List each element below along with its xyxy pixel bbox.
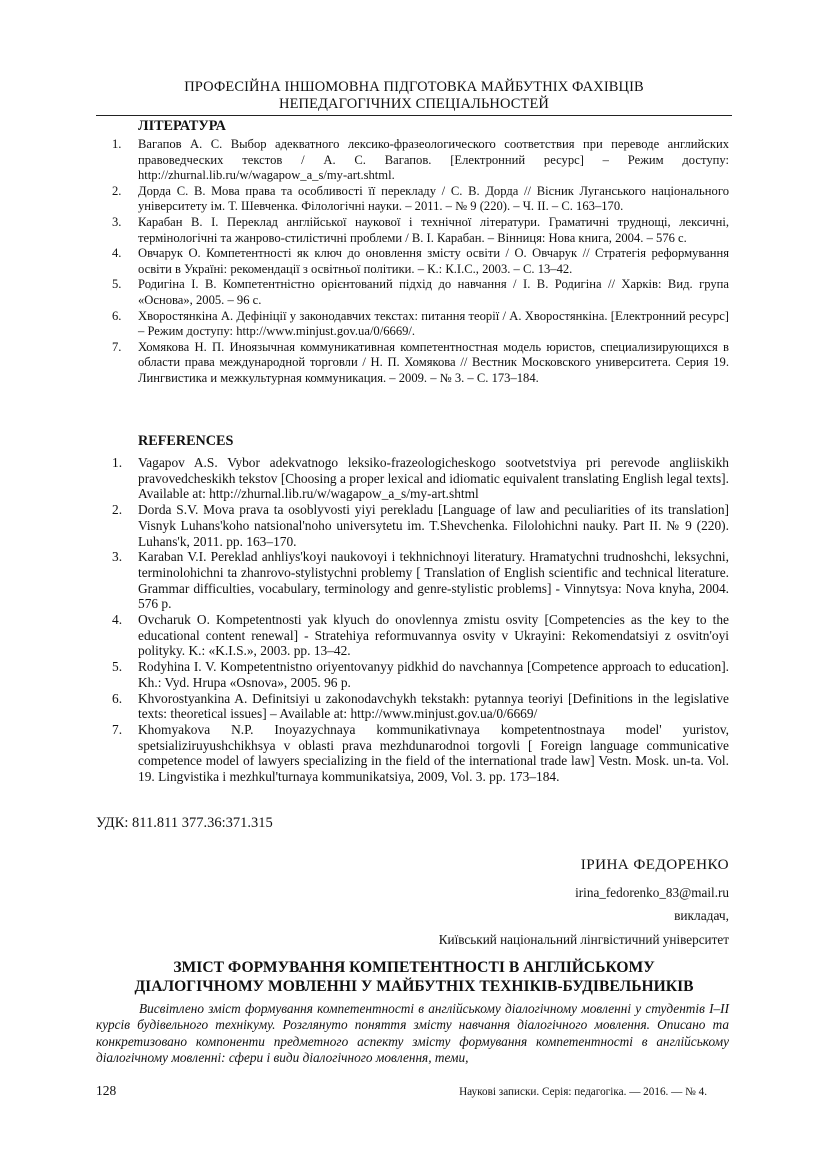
references-item [96,612,729,659]
references-item [96,722,729,785]
author-email: irina_fedorenko_83@mail.ru [575,885,729,900]
literature-item-text: Карабан В. І. Переклад англійської наукової і технічної літератури. Граматичні труднощі, лексичні, термінологічні та жанрово-стилістичні проблеми / В. І. Карабан. – Вінниця: Нова книга, 2004. – 576 с. [138,214,729,245]
article-abstract: Висвітлено зміст формування компетентності в англійському діалогічному мовленні у студентів I–II курсів будівельного технікуму. Розглянуто поняття змісту навчання діалогічного мовлення. Описано та конкретизовано компоненти предметного аспекту змісту формування компетентності в англійському діалогічному мовленні: сфери і види діалогічного мовлення, теми, [96,1001,729,1066]
references-item-text: Dorda S.V. Mova prava ta osoblyvosti yiyi perekladu [Language of law and peculiarities of its translation] Visnyk Luhans'koho natsional'noho universytetu im. T.Shevchenka. Filolohichni nauky. Part II. № 9 (220). Luhans'k, 2011. pp. 163–170. [138,502,729,549]
udk-code: УДК: 811.811 377.36:371.315 [96,815,273,831]
literature-item [96,246,729,277]
references-item [96,549,729,612]
references-item-text: Rodyhina I. V. Kompetentnistno oriyentovanyy pidkhid do navchannya [Competence approach to education]. Kh.: Vyd. Hrupa «Osnova», 2005. 96 p. [138,659,729,690]
author-role: викладач, [674,908,729,923]
literature-item-text: Овчарук О. Компетентності як ключ до оновлення змісту освіти / О. Овчарук // Стратегія реформування освіти в Україні: рекомендації з освітньої політики. – К.: К.І.С., 2003. – С. 13–42. [138,246,729,276]
references-item-number: 3. [112,549,123,565]
literature-item [96,137,729,184]
literature-item-text: Хомякова Н. П. Иноязычная коммуникативная компетентностная модель юристов, специализирующихся в области права международной торговли / Н. П. Хомякова // Вестник Московского университета. Серия 19. Лингвистика и межкультурная коммуникация. – 2009. – № 3. – С. 173–184. [138,339,729,385]
literature-item-number: 2. [112,183,122,198]
literature-item-text: Дорда С. В. Мова права та особливості її перекладу / С. В. Дорда // Вісник Луганського національного університету ім. Т. Шевченка. Філологічні науки. – 2011. – № 9 (220). – Ч. ІІ. – С. 163–170. [138,183,729,214]
references-item [96,502,729,549]
references-item-text: Vagapov A.S. Vybor adekvatnogo leksiko-frazeologicheskogo sootvetstviya pri perevode angliiskikh pravovedcheskikh tekstov [Choosing a proper lexical and idiomatic equivalent translating English legal texts]. Available at: http://zhurnal.lib.ru/w/wagapow_a_s/my-art.shtml [138,455,729,502]
literature-item [96,277,729,308]
author-name: ІРИНА ФЕДОРЕНКО [580,856,729,873]
author-affiliation: Київський національний лінгвістичний університет [438,932,729,947]
literature-item-number: 3. [112,214,122,229]
references-item [96,455,729,502]
references-item-number: 4. [112,612,123,628]
references-item-number: 7. [112,721,123,737]
literature-item-number: 1. [112,137,122,151]
literature-item-text: Хворостянкіна А. Дефініції у законодавчих текстах: питання теорії / А. Хворостянкіна. [Електронний ресурс] – Режим доступу: http://www.minjust.gov.ua/0/6669/. [138,308,729,339]
literature-item [96,215,729,246]
literature-item [96,309,729,340]
literature-item-text: Родигіна І. В. Компетентністно орієнтований підхід до навчання / І. В. Родигіна // Харків: Вид. група «Основа», 2005. – 96 с. [138,277,729,307]
literature-item-number: 7. [112,339,122,354]
journal-footer: Наукові записки. Серія: педагогіка. — 2016. — № 4. [459,1086,707,1098]
references-item-text: Ovcharuk O. Kompetentnosti yak klyuch do onovlennya zmistu osvity [Competencies as the key to the educational content renewal] - Stratehiya reformuvannya osvity v Ukrayini: Rekomendatsiyi z osvitn'oyi polityky. K.: «K.I.S.», 2003. pp. 13–42. [138,612,729,659]
references-item-text: Karaban V.I. Pereklad anhliys'koyi naukovoyi i tekhnichnoyi literatury. Hramatychni trudnoshchi, leksychni, terminolohichni ta zhanrovo-stylistychni problemy [ Translation of English scientific and technical literature. Grammar difficulties, vocabulary, terminology and genre-stylistic problems] - Vinnytsya: Nova knyha, 2004. 576 p. [138,549,729,612]
references-item [96,691,729,722]
running-header-line1: ПРОФЕСІЙНА ІНШОМОВНА ПІДГОТОВКА МАЙБУТНІХ ФАХІВЦІВ [184,79,644,95]
article-title-line2: ДІАЛОГІЧНОМУ МОВЛЕННІ У МАЙБУТНІХ ТЕХНІКІВ-БУДІВЕЛЬНИКІВ [134,978,694,995]
literature-list [96,137,729,387]
literature-heading: ЛІТЕРАТУРА [138,118,226,134]
references-item-number: 6. [112,690,123,706]
references-list [96,455,729,785]
article-title-line1: ЗМІСТ ФОРМУВАННЯ КОМПЕТЕНТНОСТІ В АНГЛІЙСЬКОМУ [173,959,655,976]
article-title [96,958,732,996]
running-header-line2: НЕПЕДАГОГІЧНИХ СПЕЦІАЛЬНОСТЕЙ [279,96,549,112]
literature-item-number: 4. [112,246,122,261]
references-item-number: 1. [112,455,123,470]
references-item [96,659,729,690]
references-heading: REFERENCES [138,433,234,449]
literature-item-number: 5. [112,277,122,292]
references-item-number: 2. [112,502,123,518]
literature-item-text: Вагапов А. С. Выбор адекватного лексико-фразеологического соответствия при переводе английских правоведческих текстов / А. С. Вагапов. [Електронний ресурс] – Режим доступу: http://zhurnal.lib.ru/w/wagapow_a_s/my-art.shtml. [138,137,729,183]
running-header [96,79,732,113]
header-rule [96,115,732,116]
references-item-text: Khvorostyankina A. Definitsiyi u zakonodavchykh tekstakh: pytannya teoriyi [Definitions in the legislative texts: theoretical issues] – Available at: http://www.minjust.gov.ua/0/6669/ [138,690,729,722]
literature-item [96,184,729,215]
literature-item [96,340,729,387]
references-item-text: Khomyakova N.P. Inoyazychnaya kommunikativnaya kompetentnostnaya model' yuristov, spetsializiruyushchikhsya v oblasti prava mezhdunarodnoi torgovli [ Foreign language communicative competence model of lawyers specializing in the field of the international trade law] Vestn. Mosk. un-ta. Vol. 19. Lingvistika i mezhkul'turnaya kommunikatsiya, 2009, Vol. 3. pp. 173–184. [138,721,729,785]
references-item-number: 5. [112,659,123,675]
page-number: 128 [96,1083,117,1098]
literature-item-number: 6. [112,308,122,323]
